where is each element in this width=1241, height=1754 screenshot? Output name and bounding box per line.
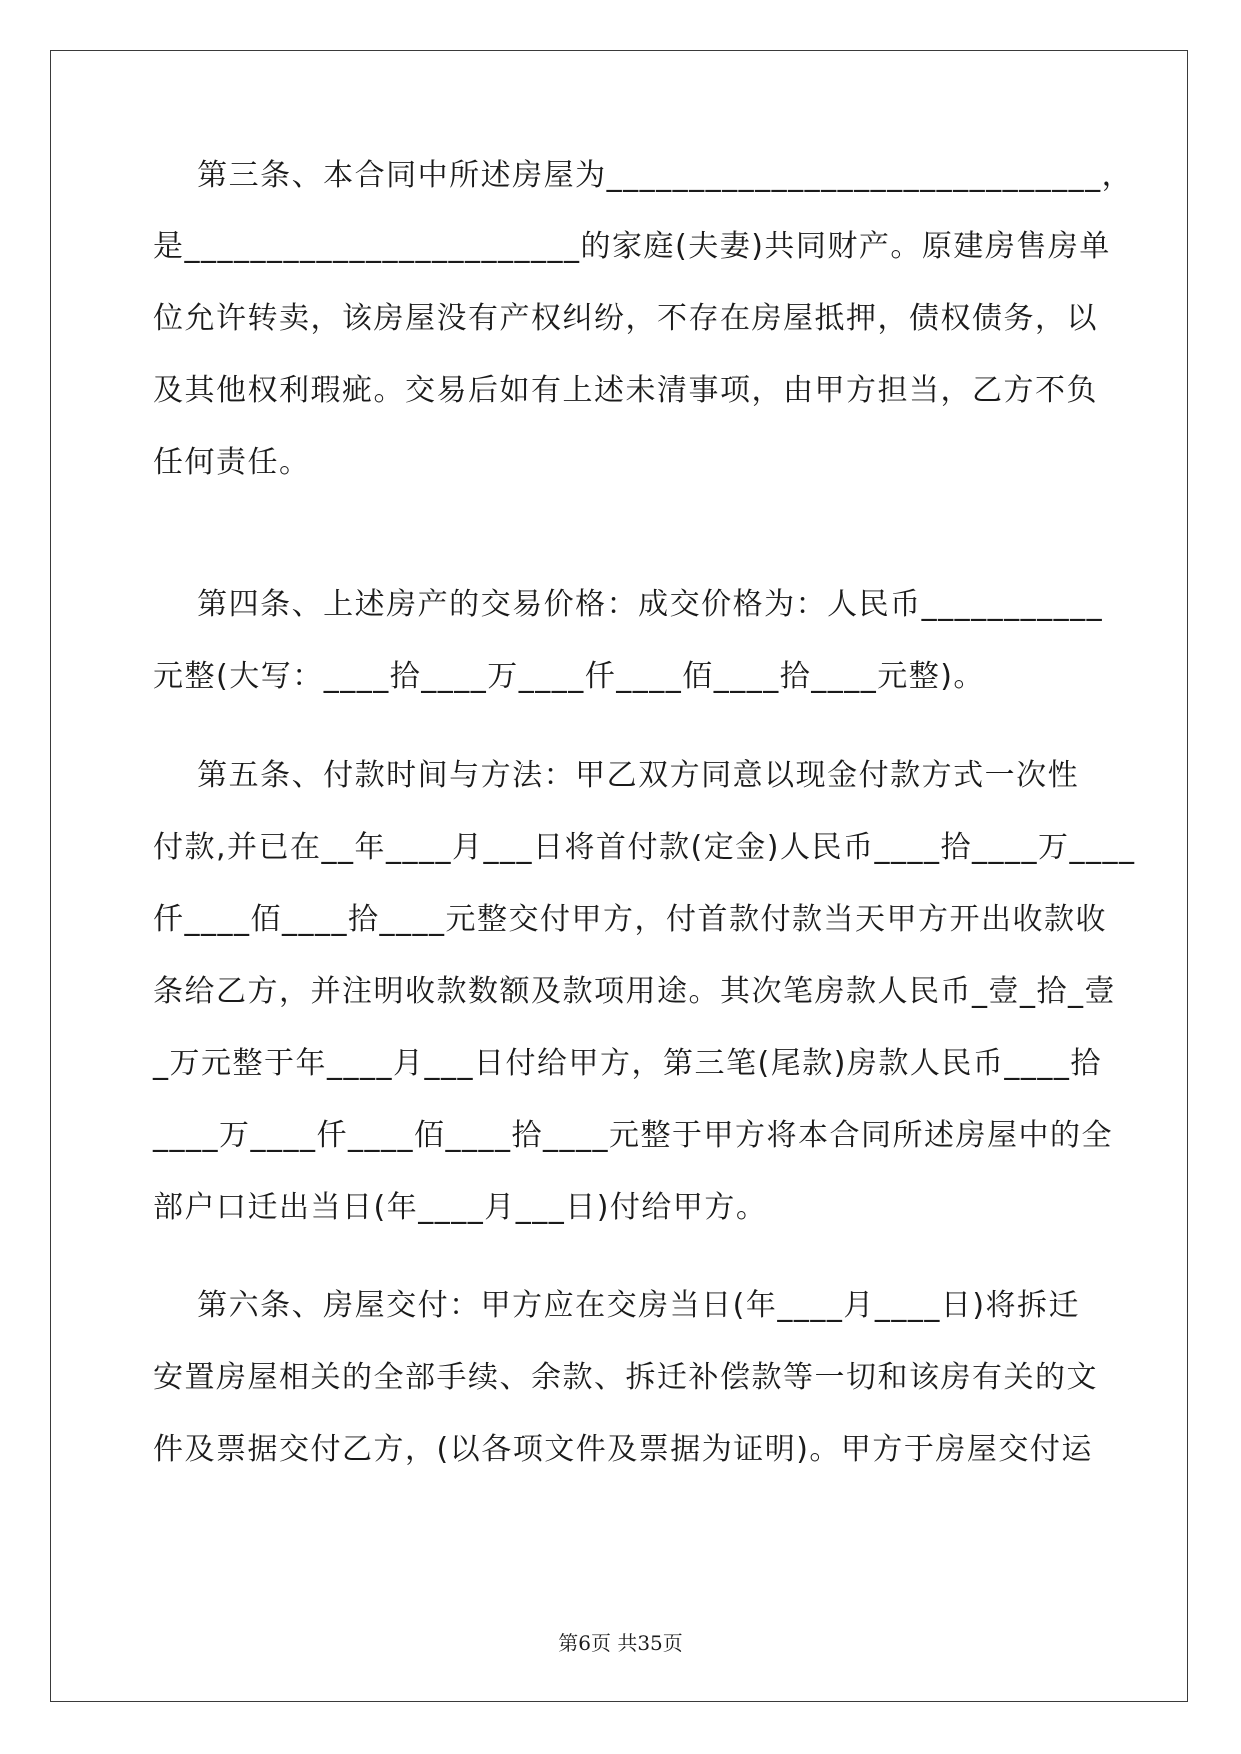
text-line: 任何责任。 [153, 445, 311, 480]
text-line: 仟____佰____拾____元整交付甲方，付首款付款当天甲方开出收款收 [153, 902, 1107, 937]
text-line: 元整(大写：____拾____万____仟____佰____拾____元整)。 [153, 659, 985, 694]
text-line: 付款,并已在__年____月___日将首付款(定金)人民币____拾____万____ [153, 830, 1136, 865]
text-line: 条给乙方，并注明收款数额及款项用途。其次笔房款人民币_壹_拾_壹 [153, 974, 1116, 1009]
text-line: 第五条、付款时间与方法：甲乙双方同意以现金付款方式一次性 [153, 758, 1080, 793]
text-line: _万元整于年____月___日付给甲方，第三笔(尾款)房款人民币____拾 [153, 1046, 1102, 1081]
page-number: 第6页 共35页 [558, 1631, 683, 1655]
text-line: 及其他权利瑕疵。交易后如有上述未清事项，由甲方担当，乙方不负 [153, 373, 1098, 408]
text-line: 第四条、上述房产的交易价格：成交价格为：人民币___________ [153, 587, 1104, 622]
text-line: ____万____仟____佰____拾____元整于甲方将本合同所述房屋中的全 [153, 1118, 1113, 1153]
text-line: 第六条、房屋交付：甲方应在交房当日(年____月____日)将拆迁 [153, 1288, 1081, 1323]
text-line: 件及票据交付乙方，(以各项文件及票据为证明)。甲方于房屋交付运 [153, 1432, 1093, 1467]
text-line: 位允许转卖，该房屋没有产权纠纷，不存在房屋抵押，债权债务，以 [153, 301, 1098, 336]
text-line: 是________________________的家庭(夫妻)共同财产。原建房售房单 [153, 229, 1111, 264]
text-line: 部户口迁出当日(年____月___日)付给甲方。 [153, 1190, 768, 1225]
text-line: 安置房屋相关的全部手续、余款、拆迁补偿款等一切和该房有关的文 [153, 1360, 1098, 1395]
text-line: 第三条、本合同中所述房屋为______________________________， [153, 158, 1134, 193]
